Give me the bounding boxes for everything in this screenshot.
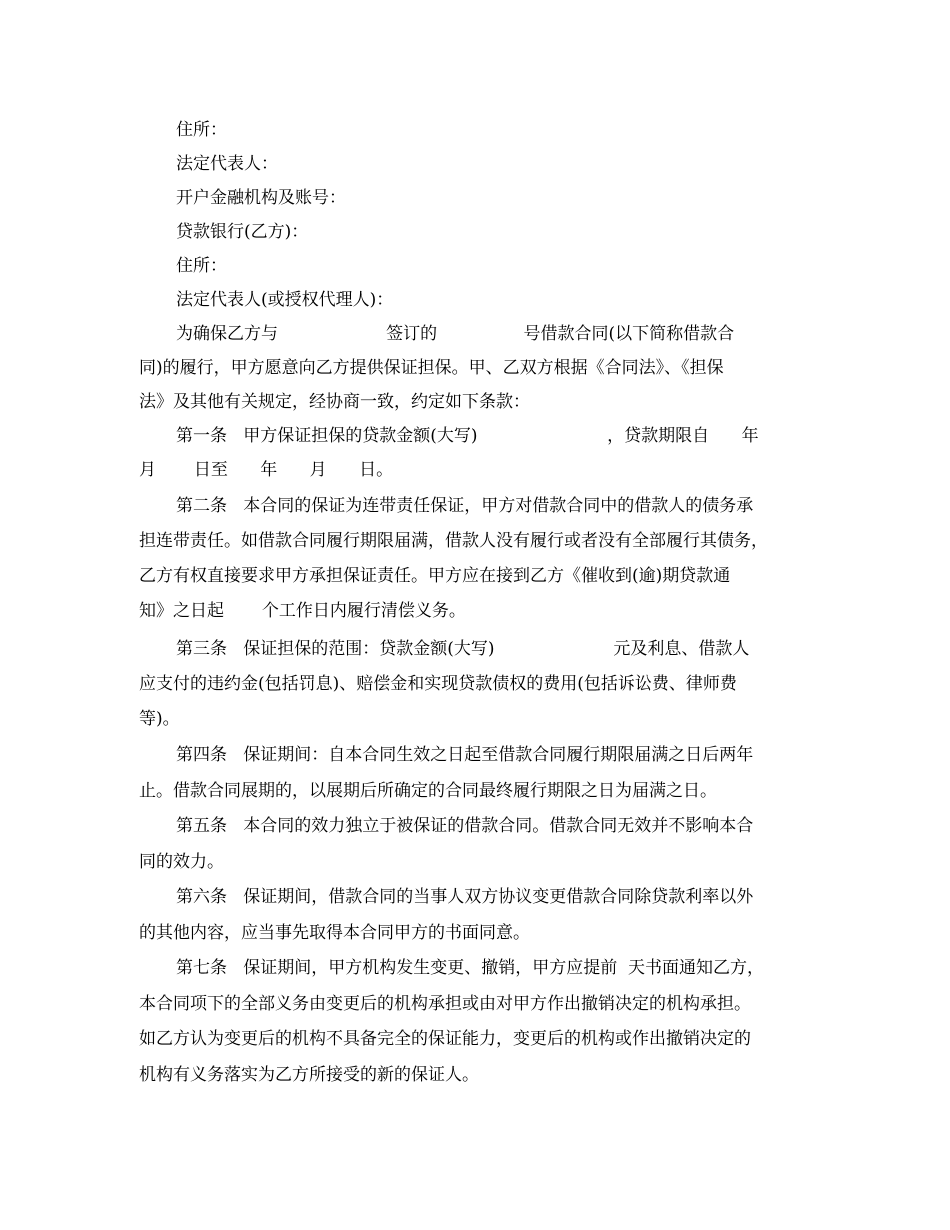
article-1-line: 第一条 甲方保证担保的贷款金额(大写) ，贷款期限自 年: [176, 426, 759, 446]
preamble-line: 法》及其他有关规定，经协商一致，约定如下条款：: [139, 392, 530, 412]
article-7-line: 机构有义务落实为乙方所接受的新的保证人。: [139, 1065, 479, 1085]
field-legal-rep: 法定代表人：: [176, 154, 278, 174]
article-2-line: 担连带责任。如借款合同履行期限届满，借款人没有履行或者没有全部履行其债务，: [139, 531, 768, 551]
article-2-line: 乙方有权直接要求甲方承担保证责任。甲方应在接到乙方《催收到(逾)期贷款通: [139, 566, 731, 586]
field-address-1: 住所：: [176, 120, 227, 140]
article-7-line: 本合同项下的全部义务由变更后的机构承担或由对甲方作出撤销决定的机构承担。: [139, 994, 751, 1014]
article-3-line: 应支付的违约金(包括罚息)、赔偿金和实现贷款债权的费用(包括诉讼费、律师费: [139, 674, 737, 694]
article-2-line: 第二条 本合同的保证为连带责任保证，甲方对借款合同中的借款人的债务承: [176, 496, 754, 516]
preamble-line: 同)的履行，甲方愿意向乙方提供保证担保。甲、乙双方根据《合同法》、《担保: [139, 358, 724, 378]
article-3-line: 第三条 保证担保的范围：贷款金额(大写) 元及利息、借款人: [176, 639, 750, 659]
article-3-line: 等)。: [139, 709, 180, 729]
field-address-2: 住所：: [176, 256, 227, 276]
article-7-line: 第七条 保证期间，甲方机构发生变更、撤销，甲方应提前 天书面通知乙方，: [176, 958, 765, 978]
article-1-line: 月 日至 年 月 日。: [139, 460, 394, 480]
article-4-line: 止。借款合同展期的，以展期后所确定的合同最终履行期限之日为届满之日。: [139, 781, 717, 801]
article-2-line: 知》之日起 个工作日内履行清偿义务。: [139, 601, 466, 621]
field-legal-rep-or-agent: 法定代表人(或授权代理人)：: [176, 290, 394, 310]
article-6-line: 的其他内容，应当事先取得本合同甲方的书面同意。: [139, 923, 530, 943]
field-bank-account: 开户金融机构及账号：: [176, 188, 346, 208]
article-4-line: 第四条 保证期间：自本合同生效之日起至借款合同履行期限届满之日后两年: [176, 745, 754, 765]
preamble-line: 为确保乙方与 签订的 号借款合同(以下简称借款合: [176, 324, 735, 344]
article-5-line: 第五条 本合同的效力独立于被保证的借款合同。借款合同无效并不影响本合: [176, 816, 754, 836]
field-lender: 贷款银行(乙方)：: [176, 222, 309, 242]
article-5-line: 同的效力。: [139, 852, 224, 872]
article-6-line: 第六条 保证期间，借款合同的当事人双方协议变更借款合同除贷款利率以外: [176, 887, 754, 907]
article-7-line: 如乙方认为变更后的机构不具备完全的保证能力，变更后的机构或作出撤销决定的: [139, 1029, 751, 1049]
